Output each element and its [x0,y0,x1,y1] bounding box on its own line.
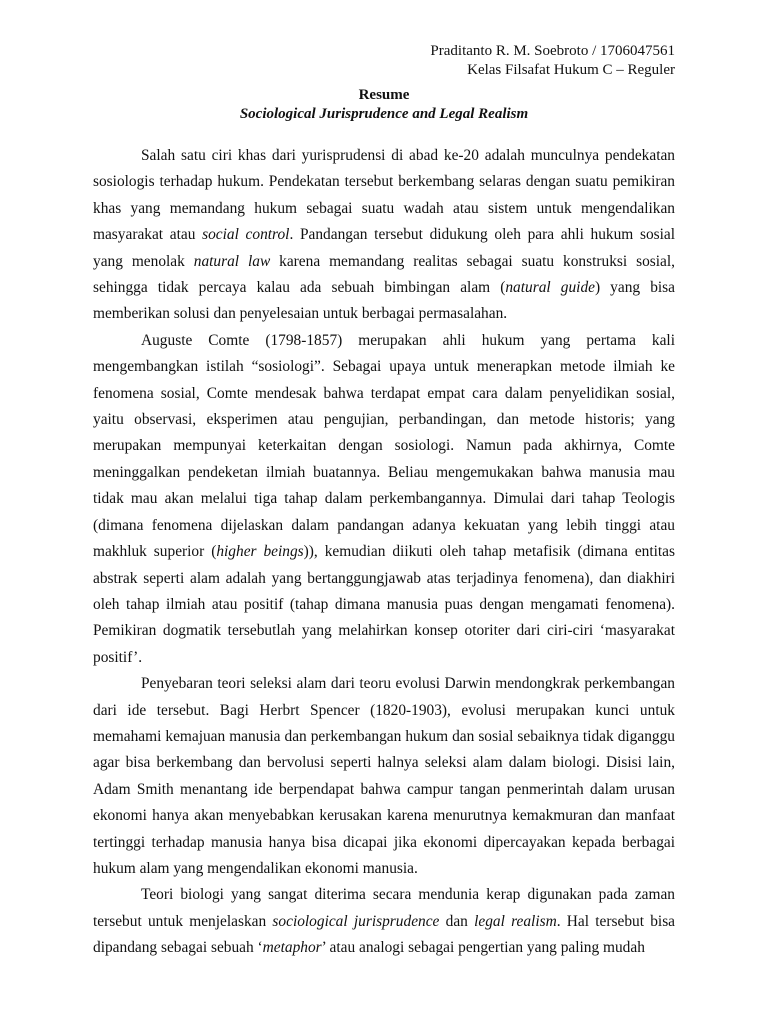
italic-term: higher beings [216,543,304,561]
document-header [430,42,675,80]
italic-term: natural law [193,252,271,270]
paragraph-text: ) yang bisa memberikan solusi dan penyelesaian untuk berbagai permasalahan. [93,279,675,323]
paragraph [93,671,675,882]
italic-term: natural guide [505,279,595,297]
document-title: Resume [358,87,410,103]
italic-term: legal realism [474,912,557,930]
italic-term: metaphor [262,939,322,957]
paragraph-text: Auguste Comte (1798-1857) merupakan ahli hukum yang pertama kali mengembangkan istilah “sosiologi”. Sebagai upaya untuk menerapkan metode ilmiah ke fenomena sosial, Comte mendesak bahwa terdapat empat cara dalam penyelidikan sosial, yaitu observasi, eksperimen atau pengujian, perbandingan, dan metode historis; yang merupakan mempunyai keterkaitan dengan sosiologi. Namun pada akhirnya, Comte meninggalkan pendeketan ilmiah buatannya. Beliau mengemukakan bahwa manusia mau tidak mau akan melalui tiga tahap dalam perkembangannya. Dimulai dari tahap Teologis (dimana fenomena dijelaskan dalam pandangan adanya kekuatan yang lebih tinggi atau makhluk superior ( [93,331,675,561]
paragraph-text: Teori biologi yang sangat diterima secara mendunia kerap digunakan pada zaman tersebut untuk menjelaskan [93,886,675,930]
paragraph-text: Penyebaran teori seleksi alam dari teoru evolusi Darwin mendongkrak perkembangan dari ide tersebut. Bagi Herbrt Spencer (1820-1903), evolusi merupakan kunci untuk memahami kemajuan manusia dan perkembangan hukum dan sosial sebaiknya tidak diganggu agar bisa berkembang dan bervolusi seperti halnya seleksi alam dalam biologi. Disisi lain, Adam Smith menantang ide berpendapat bahwa campur tangan penmerintah dalam urusan ekonomi hanya akan menyebabkan kerusakan karena menurutnya kemakmuran dan manfaat tertinggi terhadap manusia hanya bisa dicapai jika ekonomi dipercayakan kepada berbagai hukum alam yang mengendalikan ekonomi manusia. [93,675,675,877]
paragraph [93,882,675,961]
paragraph [93,328,675,671]
paragraph-text: karena memandang realitas sebagai suatu konstruksi sosial, sehingga tidak percaya kalau ada sebuah bimbingan alam ( [93,252,675,297]
paragraph-text: . Hal tersebut bisa dipandang sebagai sebuah ‘ [93,912,676,957]
italic-term: social control [202,226,290,244]
class-line: Kelas Filsafat Hukum C – Reguler [467,62,675,78]
paragraph-text: . Pandangan tersebut didukung oleh para ahli hukum sosial yang menolak [93,226,676,270]
title-block [0,86,768,124]
paragraph-text: ’ atau analogi sebagai pengertian yang paling mudah [321,939,645,957]
paragraph-text: dan [439,912,475,930]
paragraph-text: )), kemudian diikuti oleh tahap metafisik (dimana entitas abstrak seperti alam adalah yang bertanggungjawab atas terjadinya fenomena), dan diakhiri oleh tahap ilmiah atau positif (tahap dimana manusia puas dengan mengamati fenomena). Pemikiran dogmatik tersebutlah yang melahirkan konsep otoriter dari ciri-ciri ‘masyarakat positif’. [93,543,675,666]
italic-term: sociological jurisprudence [272,912,440,930]
document-body [93,143,675,962]
paragraph [93,143,675,328]
document-subtitle: Sociological Jurisprudence and Legal Realism [239,106,529,122]
author-line: Praditanto R. M. Soebroto / 1706047561 [430,43,675,59]
paragraph-text: Salah satu ciri khas dari yurisprudensi di abad ke-20 adalah munculnya pendekatan sosiologis terhadap hukum. Pendekatan tersebut berkembang selaras dengan suatu pemikiran khas yang memandang hukum sebagai suatu wadah atau sistem untuk mengendalikan masyarakat atau [93,147,675,244]
